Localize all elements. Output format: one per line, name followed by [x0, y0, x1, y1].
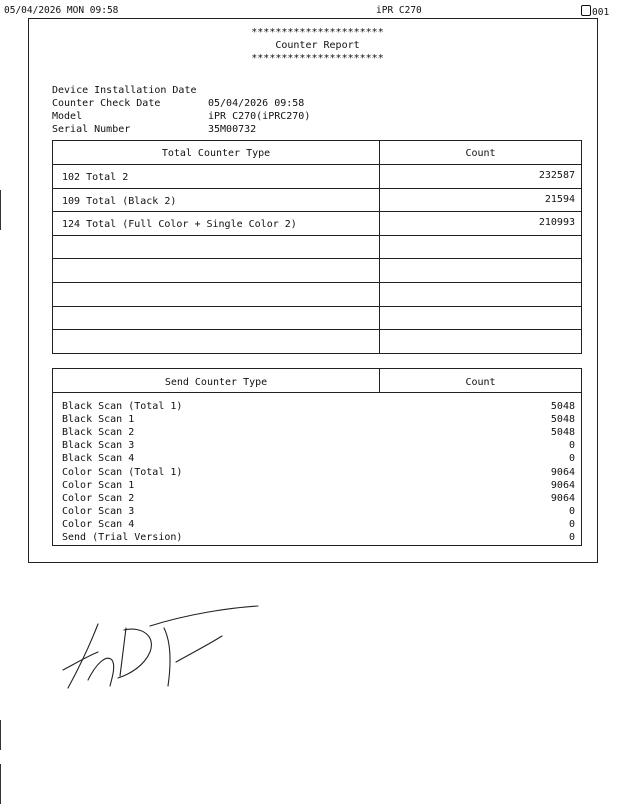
send-count-value: 0 — [568, 440, 575, 452]
total-counter-type: 124 Total (Full Color + Single Color 2) — [62, 219, 297, 231]
info-label: Device Installation Date — [52, 85, 197, 96]
total-counter-table — [52, 140, 582, 354]
send-counter-type: Color Scan 4 — [62, 518, 135, 530]
send-count-value: 0 — [568, 453, 575, 465]
send-counter-type: Color Scan 1 — [62, 479, 135, 491]
fax-page-number: 001 — [592, 7, 610, 18]
send-counter-table — [52, 368, 582, 546]
send-count-value: 0 — [568, 532, 575, 543]
info-value: iPR C270(iPRC270) — [208, 111, 311, 122]
info-value: 35M00732 — [208, 124, 257, 135]
total-count-value: 232587 — [538, 170, 575, 181]
send-count-header: Count — [465, 377, 496, 388]
send-counter-type: Send (Trial Version) — [62, 532, 183, 543]
total-counter-type: 102 Total 2 — [62, 172, 129, 183]
send-count-value: 5048 — [550, 427, 575, 439]
margin-mark — [0, 764, 1, 804]
send-count-value: 9064 — [550, 466, 575, 478]
send-count-value: 9064 — [550, 479, 575, 491]
send-count-value: 0 — [568, 518, 575, 530]
total-counter-type-header: Total Counter Type — [161, 148, 271, 159]
send-counter-type: Color Scan (Total 1) — [62, 466, 183, 478]
total-counter-type: 109 Total (Black 2) — [62, 195, 177, 207]
total-count-header: Count — [465, 148, 496, 159]
send-counter-type: Black Scan 4 — [62, 453, 135, 465]
send-counter-type: Color Scan 2 — [62, 492, 135, 504]
margin-mark — [0, 720, 1, 750]
send-count-value: 5048 — [550, 414, 575, 426]
title-stars-bottom: ********************** — [251, 53, 384, 64]
row-divider — [53, 282, 581, 283]
send-count-value: 5048 — [550, 401, 575, 412]
row-divider — [53, 211, 581, 212]
send-count-value: 9064 — [550, 492, 575, 504]
info-label: Counter Check Date — [52, 98, 161, 109]
title-stars-top: ********************** — [251, 27, 384, 38]
total-count-value: 21594 — [544, 193, 575, 205]
info-label: Model — [52, 111, 83, 122]
total-count-value: 210993 — [538, 217, 575, 229]
row-divider — [53, 306, 581, 307]
handwritten-signature — [58, 600, 268, 695]
row-divider — [53, 188, 581, 189]
send-counter-type: Black Scan 2 — [62, 427, 135, 439]
fax-header-datetime: 05/04/2026 MON 09:58 — [4, 5, 119, 16]
info-label: Serial Number — [52, 124, 131, 135]
send-counter-type: Color Scan 3 — [62, 505, 135, 517]
send-counter-type: Black Scan (Total 1) — [62, 401, 183, 412]
fax-page-icon — [581, 5, 591, 16]
row-divider — [53, 235, 581, 236]
fax-header-model: iPR C270 — [376, 5, 422, 16]
send-counter-type-header: Send Counter Type — [164, 377, 268, 388]
send-counter-type: Black Scan 1 — [62, 414, 135, 426]
report-title: Counter Report — [275, 40, 360, 51]
info-value: 05/04/2026 09:58 — [208, 98, 305, 109]
row-divider — [53, 329, 581, 330]
send-count-value: 0 — [568, 505, 575, 517]
send-counter-type: Black Scan 3 — [62, 440, 135, 452]
fax-header-page — [581, 5, 609, 18]
margin-mark — [0, 190, 1, 230]
row-divider — [53, 258, 581, 259]
